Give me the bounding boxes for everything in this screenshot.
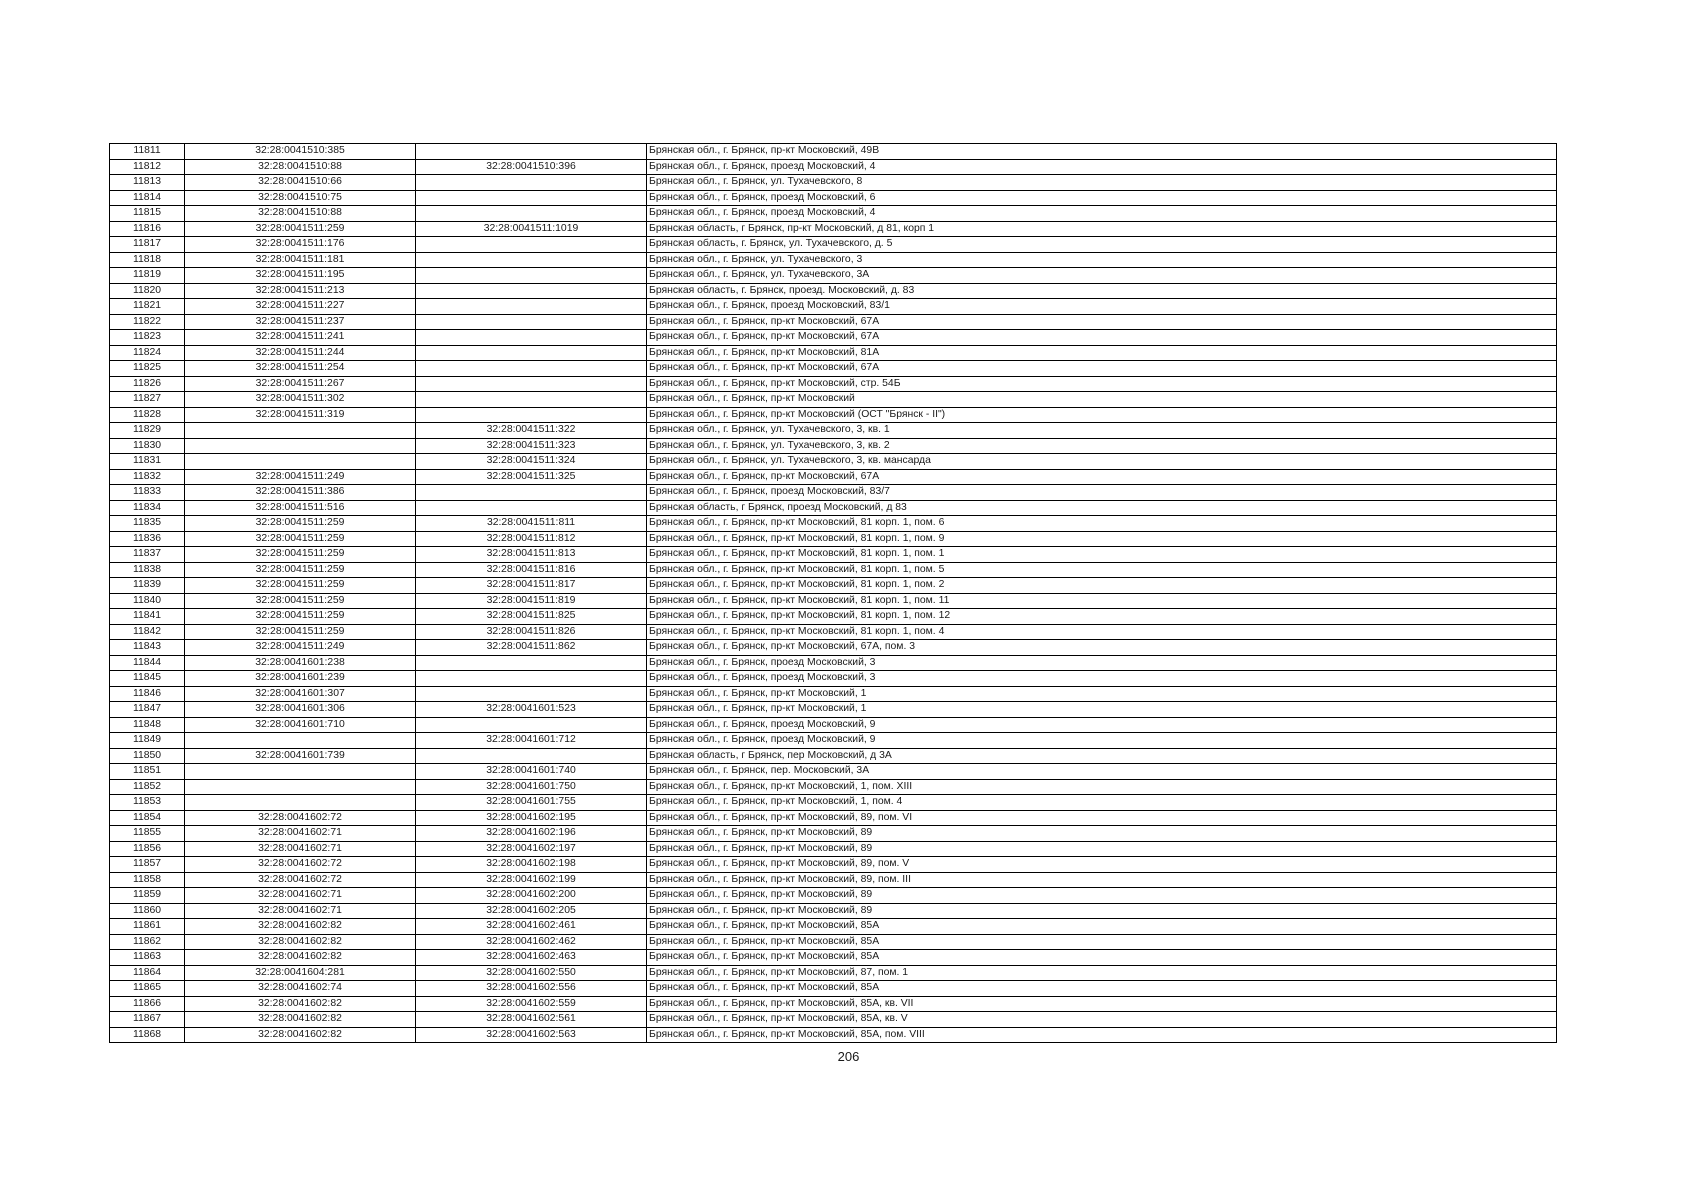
- land-cadastral-cell: 32:28:0041601:239: [185, 671, 416, 687]
- address-cell: Брянская обл., г. Брянск, пр-кт Московский, 81 корп. 1, пом. 4: [647, 624, 1557, 640]
- building-cadastral-cell: 32:28:0041602:205: [416, 903, 647, 919]
- land-cadastral-cell: 32:28:0041604:281: [185, 965, 416, 981]
- row-number-cell: 11828: [110, 407, 185, 423]
- row-number-cell: 11824: [110, 345, 185, 361]
- row-number-cell: 11854: [110, 810, 185, 826]
- row-number-cell: 11812: [110, 159, 185, 175]
- address-cell: Брянская обл., г. Брянск, пр-кт Московский, 81 корп. 1, пом. 12: [647, 609, 1557, 625]
- address-cell: Брянская обл., г. Брянск, ул. Тухачевского, 3, кв. 1: [647, 423, 1557, 439]
- land-cadastral-cell: 32:28:0041511:259: [185, 516, 416, 532]
- land-cadastral-cell: 32:28:0041602:74: [185, 981, 416, 997]
- address-cell: Брянская обл., г. Брянск, пр-кт Московский, 81А: [647, 345, 1557, 361]
- address-cell: Брянская обл., г. Брянск, пер. Московский, 3А: [647, 764, 1557, 780]
- table-row: [110, 252, 1557, 268]
- address-cell: Брянская обл., г. Брянск, проезд Московский, 6: [647, 190, 1557, 206]
- address-cell: Брянская обл., г. Брянск, пр-кт Московский, 87, пом. 1: [647, 965, 1557, 981]
- land-cadastral-cell: 32:28:0041602:82: [185, 1012, 416, 1028]
- row-number-cell: 11844: [110, 655, 185, 671]
- address-cell: Брянская обл., г. Брянск, пр-кт Московский, 85А: [647, 934, 1557, 950]
- table-row: [110, 423, 1557, 439]
- row-number-cell: 11813: [110, 175, 185, 191]
- table-row: [110, 593, 1557, 609]
- table-row: [110, 361, 1557, 377]
- table-row: [110, 950, 1557, 966]
- address-cell: Брянская обл., г. Брянск, пр-кт Московский, 89: [647, 826, 1557, 842]
- land-cadastral-cell: 32:28:0041511:249: [185, 469, 416, 485]
- table-row: [110, 934, 1557, 950]
- building-cadastral-cell: [416, 144, 647, 160]
- building-cadastral-cell: 32:28:0041511:812: [416, 531, 647, 547]
- land-cadastral-cell: 32:28:0041601:710: [185, 717, 416, 733]
- address-cell: Брянская обл., г. Брянск, пр-кт Московский, 67А: [647, 361, 1557, 377]
- row-number-cell: 11811: [110, 144, 185, 160]
- building-cadastral-cell: 32:28:0041602:197: [416, 841, 647, 857]
- building-cadastral-cell: 32:28:0041602:198: [416, 857, 647, 873]
- table-row: [110, 857, 1557, 873]
- land-cadastral-cell: [185, 764, 416, 780]
- address-cell: Брянская обл., г. Брянск, пр-кт Московский, 49В: [647, 144, 1557, 160]
- address-cell: Брянская обл., г. Брянск, пр-кт Московский, 85А, пом. VIII: [647, 1027, 1557, 1043]
- address-cell: Брянская обл., г. Брянск, пр-кт Московский, 67А: [647, 469, 1557, 485]
- row-number-cell: 11851: [110, 764, 185, 780]
- table-row: [110, 686, 1557, 702]
- table-row: [110, 826, 1557, 842]
- row-number-cell: 11817: [110, 237, 185, 253]
- building-cadastral-cell: 32:28:0041602:200: [416, 888, 647, 904]
- table-row: [110, 469, 1557, 485]
- row-number-cell: 11862: [110, 934, 185, 950]
- land-cadastral-cell: 32:28:0041602:82: [185, 1027, 416, 1043]
- address-cell: Брянская обл., г. Брянск, пр-кт Московский, 1: [647, 686, 1557, 702]
- address-cell: Брянская обл., г. Брянск, пр-кт Московский, стр. 54Б: [647, 376, 1557, 392]
- table-row: [110, 919, 1557, 935]
- building-cadastral-cell: 32:28:0041511:862: [416, 640, 647, 656]
- table-row: [110, 407, 1557, 423]
- land-cadastral-cell: 32:28:0041601:238: [185, 655, 416, 671]
- building-cadastral-cell: 32:28:0041511:816: [416, 562, 647, 578]
- building-cadastral-cell: [416, 407, 647, 423]
- address-cell: Брянская обл., г. Брянск, пр-кт Московский, 81 корп. 1, пом. 2: [647, 578, 1557, 594]
- table-row: [110, 578, 1557, 594]
- land-cadastral-cell: 32:28:0041511:259: [185, 562, 416, 578]
- building-cadastral-cell: 32:28:0041511:813: [416, 547, 647, 563]
- address-cell: Брянская область, г Брянск, пер Московский, д 3А: [647, 748, 1557, 764]
- table-row: [110, 345, 1557, 361]
- table-row: [110, 562, 1557, 578]
- land-cadastral-cell: [185, 795, 416, 811]
- table-row: [110, 454, 1557, 470]
- land-cadastral-cell: 32:28:0041510:385: [185, 144, 416, 160]
- building-cadastral-cell: [416, 376, 647, 392]
- row-number-cell: 11848: [110, 717, 185, 733]
- address-cell: Брянская обл., г. Брянск, пр-кт Московский, 85А: [647, 950, 1557, 966]
- table-body: [110, 144, 1557, 1043]
- land-cadastral-cell: 32:28:0041602:72: [185, 810, 416, 826]
- address-cell: Брянская обл., г. Брянск, проезд Московский, 4: [647, 206, 1557, 222]
- address-cell: Брянская обл., г. Брянск, ул. Тухачевского, 3, кв. 2: [647, 438, 1557, 454]
- address-cell: Брянская обл., г. Брянск, пр-кт Московский, 85А: [647, 919, 1557, 935]
- row-number-cell: 11850: [110, 748, 185, 764]
- land-cadastral-cell: 32:28:0041601:307: [185, 686, 416, 702]
- address-cell: Брянская обл., г. Брянск, проезд Московский, 9: [647, 717, 1557, 733]
- building-cadastral-cell: 32:28:0041511:825: [416, 609, 647, 625]
- address-cell: Брянская обл., г. Брянск, пр-кт Московский, 1: [647, 702, 1557, 718]
- table-row: [110, 1027, 1557, 1043]
- land-cadastral-cell: 32:28:0041602:72: [185, 857, 416, 873]
- row-number-cell: 11849: [110, 733, 185, 749]
- building-cadastral-cell: [416, 206, 647, 222]
- land-cadastral-cell: 32:28:0041511:237: [185, 314, 416, 330]
- land-cadastral-cell: 32:28:0041602:82: [185, 919, 416, 935]
- table-row: [110, 624, 1557, 640]
- land-cadastral-cell: 32:28:0041511:241: [185, 330, 416, 346]
- table-row: [110, 500, 1557, 516]
- table-row: [110, 221, 1557, 237]
- row-number-cell: 11852: [110, 779, 185, 795]
- table-row: [110, 640, 1557, 656]
- land-cadastral-cell: [185, 423, 416, 439]
- row-number-cell: 11830: [110, 438, 185, 454]
- land-cadastral-cell: 32:28:0041511:259: [185, 221, 416, 237]
- land-cadastral-cell: 32:28:0041602:82: [185, 996, 416, 1012]
- table-row: [110, 376, 1557, 392]
- building-cadastral-cell: [416, 330, 647, 346]
- row-number-cell: 11814: [110, 190, 185, 206]
- land-cadastral-cell: [185, 779, 416, 795]
- building-cadastral-cell: 32:28:0041602:561: [416, 1012, 647, 1028]
- address-cell: Брянская обл., г. Брянск, ул. Тухачевского, 3, кв. мансарда: [647, 454, 1557, 470]
- address-cell: Брянская обл., г. Брянск, пр-кт Московский, 89: [647, 903, 1557, 919]
- document-table-container: [109, 143, 1556, 1043]
- land-cadastral-cell: 32:28:0041511:259: [185, 547, 416, 563]
- table-row: [110, 609, 1557, 625]
- building-cadastral-cell: 32:28:0041511:826: [416, 624, 647, 640]
- building-cadastral-cell: [416, 175, 647, 191]
- table-row: [110, 748, 1557, 764]
- table-row: [110, 717, 1557, 733]
- building-cadastral-cell: [416, 252, 647, 268]
- address-cell: Брянская обл., г. Брянск, пр-кт Московский, 89, пом. III: [647, 872, 1557, 888]
- land-cadastral-cell: 32:28:0041511:259: [185, 593, 416, 609]
- row-number-cell: 11866: [110, 996, 185, 1012]
- table-row: [110, 438, 1557, 454]
- row-number-cell: 11865: [110, 981, 185, 997]
- building-cadastral-cell: 32:28:0041602:556: [416, 981, 647, 997]
- address-cell: Брянская обл., г. Брянск, пр-кт Московский, 67А, пом. 3: [647, 640, 1557, 656]
- address-cell: Брянская обл., г. Брянск, ул. Тухачевского, 8: [647, 175, 1557, 191]
- building-cadastral-cell: [416, 686, 647, 702]
- table-row: [110, 237, 1557, 253]
- row-number-cell: 11820: [110, 283, 185, 299]
- building-cadastral-cell: [416, 361, 647, 377]
- building-cadastral-cell: [416, 345, 647, 361]
- land-cadastral-cell: 32:28:0041511:259: [185, 578, 416, 594]
- land-cadastral-cell: 32:28:0041602:82: [185, 950, 416, 966]
- table-row: [110, 283, 1557, 299]
- land-cadastral-cell: 32:28:0041510:75: [185, 190, 416, 206]
- row-number-cell: 11816: [110, 221, 185, 237]
- land-cadastral-cell: [185, 438, 416, 454]
- row-number-cell: 11857: [110, 857, 185, 873]
- building-cadastral-cell: 32:28:0041602:462: [416, 934, 647, 950]
- address-cell: Брянская область, г Брянск, пр-кт Московский, д 81, корп 1: [647, 221, 1557, 237]
- address-cell: Брянская обл., г. Брянск, пр-кт Московский, 89, пом. VI: [647, 810, 1557, 826]
- row-number-cell: 11858: [110, 872, 185, 888]
- land-cadastral-cell: 32:28:0041511:259: [185, 531, 416, 547]
- address-cell: Брянская обл., г. Брянск, проезд Московский, 83/1: [647, 299, 1557, 315]
- table-row: [110, 314, 1557, 330]
- building-cadastral-cell: 32:28:0041511:324: [416, 454, 647, 470]
- row-number-cell: 11841: [110, 609, 185, 625]
- land-cadastral-cell: 32:28:0041602:82: [185, 934, 416, 950]
- land-cadastral-cell: 32:28:0041601:306: [185, 702, 416, 718]
- building-cadastral-cell: [416, 190, 647, 206]
- land-cadastral-cell: 32:28:0041510:88: [185, 159, 416, 175]
- land-cadastral-cell: 32:28:0041510:66: [185, 175, 416, 191]
- table-row: [110, 299, 1557, 315]
- row-number-cell: 11826: [110, 376, 185, 392]
- row-number-cell: 11837: [110, 547, 185, 563]
- building-cadastral-cell: [416, 314, 647, 330]
- row-number-cell: 11843: [110, 640, 185, 656]
- building-cadastral-cell: [416, 748, 647, 764]
- table-row: [110, 733, 1557, 749]
- row-number-cell: 11815: [110, 206, 185, 222]
- table-row: [110, 392, 1557, 408]
- land-cadastral-cell: 32:28:0041511:259: [185, 624, 416, 640]
- address-cell: Брянская обл., г. Брянск, пр-кт Московский: [647, 392, 1557, 408]
- land-cadastral-cell: 32:28:0041511:319: [185, 407, 416, 423]
- row-number-cell: 11853: [110, 795, 185, 811]
- address-cell: Брянская обл., г. Брянск, ул. Тухачевского, 3А: [647, 268, 1557, 284]
- address-cell: Брянская обл., г. Брянск, пр-кт Московский, 85А, кв. V: [647, 1012, 1557, 1028]
- table-row: [110, 888, 1557, 904]
- row-number-cell: 11838: [110, 562, 185, 578]
- building-cadastral-cell: 32:28:0041601:523: [416, 702, 647, 718]
- land-cadastral-cell: 32:28:0041602:71: [185, 888, 416, 904]
- address-cell: Брянская область, г. Брянск, проезд. Московский, д. 83: [647, 283, 1557, 299]
- table-row: [110, 903, 1557, 919]
- address-cell: Брянская обл., г. Брянск, проезд Московский, 3: [647, 655, 1557, 671]
- row-number-cell: 11861: [110, 919, 185, 935]
- building-cadastral-cell: 32:28:0041602:559: [416, 996, 647, 1012]
- building-cadastral-cell: 32:28:0041511:817: [416, 578, 647, 594]
- building-cadastral-cell: 32:28:0041602:195: [416, 810, 647, 826]
- row-number-cell: 11859: [110, 888, 185, 904]
- row-number-cell: 11867: [110, 1012, 185, 1028]
- row-number-cell: 11827: [110, 392, 185, 408]
- row-number-cell: 11856: [110, 841, 185, 857]
- address-cell: Брянская обл., г. Брянск, пр-кт Московский, 89: [647, 888, 1557, 904]
- row-number-cell: 11834: [110, 500, 185, 516]
- land-cadastral-cell: 32:28:0041511:176: [185, 237, 416, 253]
- building-cadastral-cell: [416, 299, 647, 315]
- land-cadastral-cell: [185, 733, 416, 749]
- building-cadastral-cell: 32:28:0041602:563: [416, 1027, 647, 1043]
- table-row: [110, 655, 1557, 671]
- row-number-cell: 11864: [110, 965, 185, 981]
- land-cadastral-cell: 32:28:0041602:71: [185, 826, 416, 842]
- table-row: [110, 764, 1557, 780]
- row-number-cell: 11846: [110, 686, 185, 702]
- table-row: [110, 330, 1557, 346]
- table-row: [110, 872, 1557, 888]
- table-row: [110, 1012, 1557, 1028]
- table-row: [110, 485, 1557, 501]
- address-cell: Брянская обл., г. Брянск, проезд Московский, 3: [647, 671, 1557, 687]
- building-cadastral-cell: [416, 671, 647, 687]
- land-cadastral-cell: 32:28:0041511:213: [185, 283, 416, 299]
- building-cadastral-cell: [416, 392, 647, 408]
- address-cell: Брянская обл., г. Брянск, пр-кт Московский, 89: [647, 841, 1557, 857]
- address-cell: Брянская обл., г. Брянск, пр-кт Московский, 85А: [647, 981, 1557, 997]
- row-number-cell: 11860: [110, 903, 185, 919]
- row-number-cell: 11822: [110, 314, 185, 330]
- table-row: [110, 841, 1557, 857]
- table-row: [110, 702, 1557, 718]
- land-cadastral-cell: 32:28:0041511:181: [185, 252, 416, 268]
- building-cadastral-cell: 32:28:0041601:712: [416, 733, 647, 749]
- land-cadastral-cell: [185, 454, 416, 470]
- building-cadastral-cell: 32:28:0041602:199: [416, 872, 647, 888]
- building-cadastral-cell: 32:28:0041511:819: [416, 593, 647, 609]
- building-cadastral-cell: 32:28:0041601:755: [416, 795, 647, 811]
- table-row: [110, 795, 1557, 811]
- address-cell: Брянская обл., г. Брянск, пр-кт Московский, 81 корп. 1, пом. 5: [647, 562, 1557, 578]
- building-cadastral-cell: 32:28:0041511:811: [416, 516, 647, 532]
- row-number-cell: 11818: [110, 252, 185, 268]
- building-cadastral-cell: 32:28:0041511:323: [416, 438, 647, 454]
- table-row: [110, 965, 1557, 981]
- address-cell: Брянская обл., г. Брянск, пр-кт Московский, 81 корп. 1, пом. 6: [647, 516, 1557, 532]
- building-cadastral-cell: 32:28:0041602:196: [416, 826, 647, 842]
- address-cell: Брянская область, г Брянск, проезд Московский, д 83: [647, 500, 1557, 516]
- table-row: [110, 996, 1557, 1012]
- address-cell: Брянская обл., г. Брянск, пр-кт Московский, 81 корп. 1, пом. 9: [647, 531, 1557, 547]
- land-cadastral-cell: 32:28:0041511:244: [185, 345, 416, 361]
- row-number-cell: 11821: [110, 299, 185, 315]
- building-cadastral-cell: [416, 237, 647, 253]
- table-row: [110, 190, 1557, 206]
- land-cadastral-cell: 32:28:0041511:302: [185, 392, 416, 408]
- row-number-cell: 11840: [110, 593, 185, 609]
- cadastral-table: [109, 143, 1557, 1043]
- building-cadastral-cell: 32:28:0041602:463: [416, 950, 647, 966]
- address-cell: Брянская обл., г. Брянск, пр-кт Московский, 89, пом. V: [647, 857, 1557, 873]
- land-cadastral-cell: 32:28:0041511:227: [185, 299, 416, 315]
- land-cadastral-cell: 32:28:0041602:71: [185, 841, 416, 857]
- table-row: [110, 779, 1557, 795]
- address-cell: Брянская обл., г. Брянск, пр-кт Московский, 67А: [647, 314, 1557, 330]
- table-row: [110, 810, 1557, 826]
- row-number-cell: 11825: [110, 361, 185, 377]
- row-number-cell: 11836: [110, 531, 185, 547]
- building-cadastral-cell: 32:28:0041510:396: [416, 159, 647, 175]
- building-cadastral-cell: 32:28:0041601:750: [416, 779, 647, 795]
- address-cell: Брянская обл., г. Брянск, пр-кт Московский, 1, пом. 4: [647, 795, 1557, 811]
- land-cadastral-cell: 32:28:0041511:516: [185, 500, 416, 516]
- table-row: [110, 159, 1557, 175]
- row-number-cell: 11845: [110, 671, 185, 687]
- land-cadastral-cell: 32:28:0041511:249: [185, 640, 416, 656]
- land-cadastral-cell: 32:28:0041511:267: [185, 376, 416, 392]
- address-cell: Брянская область, г. Брянск, ул. Тухачевского, д. 5: [647, 237, 1557, 253]
- table-row: [110, 671, 1557, 687]
- row-number-cell: 11855: [110, 826, 185, 842]
- building-cadastral-cell: 32:28:0041511:325: [416, 469, 647, 485]
- table-row: [110, 981, 1557, 997]
- land-cadastral-cell: 32:28:0041601:739: [185, 748, 416, 764]
- address-cell: Брянская обл., г. Брянск, ул. Тухачевского, 3: [647, 252, 1557, 268]
- address-cell: Брянская обл., г. Брянск, проезд Московский, 83/7: [647, 485, 1557, 501]
- building-cadastral-cell: [416, 717, 647, 733]
- building-cadastral-cell: [416, 268, 647, 284]
- row-number-cell: 11829: [110, 423, 185, 439]
- table-row: [110, 268, 1557, 284]
- table-row: [110, 531, 1557, 547]
- building-cadastral-cell: 32:28:0041511:322: [416, 423, 647, 439]
- row-number-cell: 11833: [110, 485, 185, 501]
- table-row: [110, 516, 1557, 532]
- address-cell: Брянская обл., г. Брянск, проезд Московский, 9: [647, 733, 1557, 749]
- land-cadastral-cell: 32:28:0041511:254: [185, 361, 416, 377]
- land-cadastral-cell: 32:28:0041511:386: [185, 485, 416, 501]
- land-cadastral-cell: 32:28:0041602:71: [185, 903, 416, 919]
- row-number-cell: 11868: [110, 1027, 185, 1043]
- land-cadastral-cell: 32:28:0041602:72: [185, 872, 416, 888]
- building-cadastral-cell: 32:28:0041511:1019: [416, 221, 647, 237]
- row-number-cell: 11823: [110, 330, 185, 346]
- table-row: [110, 547, 1557, 563]
- address-cell: Брянская обл., г. Брянск, пр-кт Московский, 85А, кв. VII: [647, 996, 1557, 1012]
- page-number: 206: [837, 1049, 860, 1064]
- building-cadastral-cell: [416, 283, 647, 299]
- table-row: [110, 144, 1557, 160]
- row-number-cell: 11863: [110, 950, 185, 966]
- building-cadastral-cell: [416, 500, 647, 516]
- row-number-cell: 11847: [110, 702, 185, 718]
- address-cell: Брянская обл., г. Брянск, пр-кт Московский, 81 корп. 1, пом. 11: [647, 593, 1557, 609]
- row-number-cell: 11839: [110, 578, 185, 594]
- land-cadastral-cell: 32:28:0041511:195: [185, 268, 416, 284]
- building-cadastral-cell: [416, 485, 647, 501]
- building-cadastral-cell: [416, 655, 647, 671]
- address-cell: Брянская обл., г. Брянск, пр-кт Московский (ОСТ "Брянск - II"): [647, 407, 1557, 423]
- building-cadastral-cell: 32:28:0041602:461: [416, 919, 647, 935]
- address-cell: Брянская обл., г. Брянск, пр-кт Московский, 81 корп. 1, пом. 1: [647, 547, 1557, 563]
- building-cadastral-cell: 32:28:0041602:550: [416, 965, 647, 981]
- row-number-cell: 11835: [110, 516, 185, 532]
- row-number-cell: 11831: [110, 454, 185, 470]
- land-cadastral-cell: 32:28:0041510:88: [185, 206, 416, 222]
- row-number-cell: 11832: [110, 469, 185, 485]
- row-number-cell: 11842: [110, 624, 185, 640]
- address-cell: Брянская обл., г. Брянск, пр-кт Московский, 67А: [647, 330, 1557, 346]
- row-number-cell: 11819: [110, 268, 185, 284]
- building-cadastral-cell: 32:28:0041601:740: [416, 764, 647, 780]
- address-cell: Брянская обл., г. Брянск, проезд Московский, 4: [647, 159, 1557, 175]
- address-cell: Брянская обл., г. Брянск, пр-кт Московский, 1, пом. XIII: [647, 779, 1557, 795]
- land-cadastral-cell: 32:28:0041511:259: [185, 609, 416, 625]
- table-row: [110, 175, 1557, 191]
- table-row: [110, 206, 1557, 222]
